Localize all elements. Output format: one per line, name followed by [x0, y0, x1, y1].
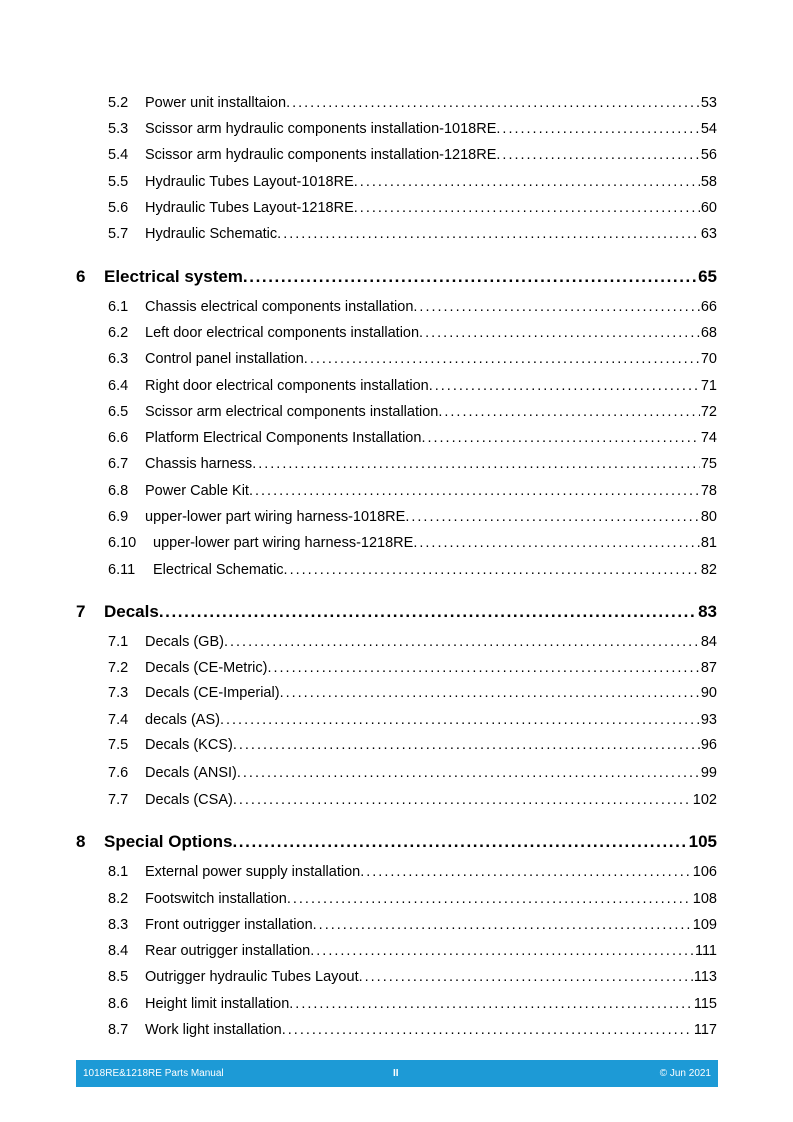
dot-leader [280, 680, 700, 706]
toc-entry-title[interactable]: Scissor arm electrical components installation [145, 404, 439, 420]
toc-entry-line [145, 221, 717, 247]
dot-leader [232, 828, 687, 856]
toc-entry-page: 78 [700, 483, 717, 499]
toc-entry-title[interactable]: Special Options [104, 832, 233, 851]
toc-entry-page: 54 [700, 121, 717, 137]
toc-entry-page: 102 [692, 792, 717, 808]
toc-entry-number: 7.1 [108, 634, 129, 650]
dot-leader [429, 373, 700, 399]
toc-entry-number: 6.2 [108, 325, 129, 341]
toc-entry-number: 8.1 [108, 864, 129, 880]
toc-entry-page: 105 [688, 832, 717, 851]
toc-entry-line [145, 142, 717, 168]
toc-entry-title[interactable]: Decals (GB) [145, 634, 224, 650]
toc-entry-page: 117 [693, 1022, 717, 1038]
toc-section-entry[interactable] [0, 451, 793, 477]
toc-entry-title[interactable]: Platform Electrical Components Installation [145, 430, 422, 446]
toc-section-entry[interactable] [0, 195, 793, 221]
toc-entry-page: 75 [700, 456, 717, 472]
toc-entry-page: 70 [700, 351, 717, 367]
toc-entry-line [145, 478, 717, 504]
toc-entry-number: 6.11 [108, 562, 136, 578]
toc-entry-page: 87 [700, 660, 717, 676]
toc-entry-page: 66 [700, 299, 717, 315]
toc-entry-number: 6.8 [108, 483, 129, 499]
toc-entry-title[interactable]: Chassis harness [145, 456, 253, 472]
toc-entry-number: 6.1 [108, 299, 129, 315]
toc-entry-line [145, 195, 717, 221]
toc-entry-number: 5.2 [108, 95, 129, 111]
toc-entry-line [145, 169, 717, 195]
toc-section-entry[interactable] [0, 504, 793, 530]
toc-entry-title[interactable]: Decals (CE-Imperial) [145, 685, 280, 701]
toc-entry-page: 108 [692, 891, 717, 907]
toc-section-entry[interactable] [0, 478, 793, 504]
toc-entry-number: 5.3 [108, 121, 129, 137]
toc-entry-page: 111 [694, 943, 717, 959]
toc-entry-number: 6.5 [108, 404, 129, 420]
dot-leader [405, 504, 700, 530]
toc-section-entry[interactable] [0, 557, 793, 583]
toc-entry-number: 6.6 [108, 430, 129, 446]
toc-entry-line [145, 116, 717, 142]
toc-entry-line [145, 425, 717, 451]
toc-entry-page: 60 [700, 200, 717, 216]
toc-entry-page: 74 [700, 430, 717, 446]
toc-section-entry[interactable] [0, 346, 793, 372]
dot-leader [224, 629, 700, 655]
dot-leader [304, 346, 700, 372]
toc-entry-line [145, 859, 717, 885]
dot-leader [354, 195, 700, 221]
dot-leader [413, 294, 699, 320]
toc-entry-title[interactable]: Outrigger hydraulic Tubes Layout [145, 969, 359, 985]
toc-entry-title[interactable]: Hydraulic Schematic [145, 226, 278, 242]
toc-section-entry[interactable] [0, 373, 793, 399]
toc-entry-number: 7.6 [108, 765, 129, 781]
toc-entry-title[interactable]: Right door electrical components installation [145, 378, 429, 394]
toc-entry-page: 106 [692, 864, 717, 880]
toc-entry-line [145, 346, 717, 372]
dot-leader [496, 116, 699, 142]
toc-section-entry[interactable] [0, 169, 793, 195]
toc-section-entry[interactable] [0, 991, 793, 1017]
toc-entry-number: 7.2 [108, 660, 129, 676]
toc-entry-line [145, 938, 717, 964]
toc-entry-page: 113 [693, 969, 717, 985]
toc-entry-line [145, 655, 717, 681]
toc-entry-number: 8.6 [108, 996, 129, 1012]
toc-entry-title[interactable]: Hydraulic Tubes Layout-1218RE [145, 200, 354, 216]
toc-entry-title[interactable]: Power Cable Kit [145, 483, 249, 499]
dot-leader [289, 991, 693, 1017]
toc-entry-number: 6 [76, 267, 86, 286]
toc-entry-number: 6.4 [108, 378, 129, 394]
toc-entry-title[interactable]: Work light installation [145, 1022, 282, 1038]
dot-leader [243, 263, 697, 291]
toc-entry-title[interactable]: Electrical Schematic [153, 562, 284, 578]
toc-entry-line [145, 629, 717, 655]
toc-section-entry[interactable] [0, 859, 793, 885]
toc-entry-number: 5.5 [108, 174, 129, 190]
toc-entry-line [145, 886, 717, 912]
toc-section-entry[interactable] [0, 680, 793, 706]
toc-section-entry[interactable] [0, 655, 793, 681]
toc-entry-page: 115 [693, 996, 717, 1012]
toc-entry-title[interactable]: Hydraulic Tubes Layout-1018RE [145, 174, 354, 190]
footer-date: © Jun 2021 [659, 1068, 711, 1079]
toc-entry-number: 6.10 [108, 535, 137, 551]
toc-entry-number: 7.4 [108, 712, 129, 728]
toc-section-entry[interactable] [0, 760, 793, 786]
toc-entry-title[interactable]: Control panel installation [145, 351, 304, 367]
toc-entry-line [145, 680, 717, 706]
toc-entry-line [104, 598, 717, 626]
toc-entry-number: 7.5 [108, 737, 129, 753]
toc-entry-title[interactable]: External power supply installation [145, 864, 361, 880]
toc-section-entry[interactable] [0, 787, 793, 813]
dot-leader [282, 1017, 693, 1043]
dot-leader [354, 169, 700, 195]
dot-leader [159, 598, 697, 626]
toc-section-entry[interactable] [0, 1017, 793, 1043]
toc-section-entry[interactable] [0, 320, 793, 346]
toc-entry-line [145, 787, 717, 813]
toc-entry-number: 5.7 [108, 226, 129, 242]
toc-entry-line [104, 828, 717, 856]
toc-entry-title[interactable]: Decals (CE-Metric) [145, 660, 268, 676]
toc-entry-number: 8.7 [108, 1022, 129, 1038]
toc-entry-title[interactable]: Decals (CSA) [145, 792, 233, 808]
toc-entry-title[interactable]: Chassis electrical components installation [145, 299, 414, 315]
toc-entry-line [153, 557, 717, 583]
toc-entry-page: 53 [700, 95, 717, 111]
toc-chapter-entry[interactable] [0, 598, 793, 624]
toc-entry-line [145, 991, 717, 1017]
toc-entry-line [153, 530, 717, 556]
toc-entry-number: 8.3 [108, 917, 129, 933]
toc-entry-number: 8.5 [108, 969, 129, 985]
toc-entry-title[interactable]: Power unit installtaion [145, 95, 287, 111]
toc-entry-title[interactable]: Scissor arm hydraulic components installation-1018RE [145, 121, 497, 137]
toc-entry-title[interactable]: Footswitch installation [145, 891, 287, 907]
toc-entry-title[interactable]: Left door electrical components installation [145, 325, 420, 341]
toc-entry-page: 56 [700, 147, 717, 163]
toc-entry-number: 5.4 [108, 147, 129, 163]
toc-entry-title[interactable]: Decals (ANSI) [145, 765, 237, 781]
toc-entry-number: 7.7 [108, 792, 129, 808]
dot-leader [310, 938, 694, 964]
toc-entry-line [145, 294, 717, 320]
toc-entry-line [145, 1017, 717, 1043]
toc-entry-page: 109 [692, 917, 717, 933]
dot-leader [252, 451, 700, 477]
toc-entry-title[interactable]: Electrical system [104, 267, 243, 286]
toc-entry-title[interactable]: Decals (KCS) [145, 737, 233, 753]
toc-entry-number: 8.2 [108, 891, 129, 907]
toc-chapter-entry[interactable] [0, 828, 793, 854]
toc-entry-page: 80 [700, 509, 717, 525]
toc-entry-title[interactable]: Rear outrigger installation [145, 943, 311, 959]
toc-entry-page: 96 [700, 737, 717, 753]
toc-entry-line [104, 263, 717, 291]
toc-entry-title[interactable]: Front outrigger installation [145, 917, 313, 933]
toc-entry-page: 58 [700, 174, 717, 190]
toc-section-entry[interactable] [0, 425, 793, 451]
toc-entry-line [145, 912, 717, 938]
toc-entry-title[interactable]: Height limit installation [145, 996, 290, 1012]
toc-entry-number: 6.3 [108, 351, 129, 367]
toc-section-entry[interactable] [0, 530, 793, 556]
toc-entry-number: 6.9 [108, 509, 129, 525]
toc-section-entry[interactable] [0, 294, 793, 320]
toc-section-entry[interactable] [0, 116, 793, 142]
toc-entry-page: 90 [700, 685, 717, 701]
dot-leader [249, 478, 700, 504]
toc-section-entry[interactable] [0, 90, 793, 116]
toc-entry-page: 81 [700, 535, 717, 551]
toc-entry-title[interactable]: upper-lower part wiring harness-1018RE [145, 509, 406, 525]
dot-leader [233, 732, 700, 758]
dot-leader [413, 530, 700, 556]
toc-entry-number: 8.4 [108, 943, 129, 959]
footer-manual-title: 1018RE&1218RE Parts Manual [83, 1068, 224, 1079]
toc-entry-page: 83 [698, 602, 717, 621]
toc-section-entry[interactable] [0, 964, 793, 990]
dot-leader [220, 707, 700, 733]
toc-entry-line [145, 964, 717, 990]
toc-entry-title[interactable]: upper-lower part wiring harness-1218RE [153, 535, 414, 551]
page-footer [76, 1060, 718, 1087]
dot-leader [359, 964, 693, 990]
toc-section-entry[interactable] [0, 399, 793, 425]
dot-leader [286, 90, 700, 116]
toc-entry-title[interactable]: Scissor arm hydraulic components installation-1218RE [145, 147, 497, 163]
toc-section-entry[interactable] [0, 629, 793, 655]
toc-entry-page: 71 [700, 378, 717, 394]
toc-entry-line [145, 320, 717, 346]
dot-leader [284, 557, 700, 583]
toc-entry-page: 72 [700, 404, 717, 420]
toc-section-entry[interactable] [0, 221, 793, 247]
dot-leader [496, 142, 699, 168]
toc-section-entry[interactable] [0, 912, 793, 938]
dot-leader [233, 787, 692, 813]
toc-entry-page: 68 [700, 325, 717, 341]
dot-leader [313, 912, 692, 938]
dot-leader [438, 399, 700, 425]
dot-leader [237, 760, 700, 786]
dot-leader [267, 655, 699, 681]
toc-entry-line [145, 760, 717, 786]
dot-leader [421, 425, 699, 451]
dot-leader [360, 859, 692, 885]
toc-entry-title[interactable]: Decals [104, 602, 159, 621]
toc-entry-number: 6.7 [108, 456, 129, 472]
toc-entry-number: 8 [76, 832, 86, 851]
toc-entry-title[interactable]: decals (AS) [145, 712, 220, 728]
toc-section-entry[interactable] [0, 732, 793, 758]
toc-section-entry[interactable] [0, 707, 793, 733]
toc-entry-page: 84 [700, 634, 717, 650]
toc-section-entry[interactable] [0, 886, 793, 912]
toc-entry-page: 99 [700, 765, 717, 781]
toc-section-entry[interactable] [0, 142, 793, 168]
toc-entry-line [145, 90, 717, 116]
toc-entry-page: 65 [698, 267, 717, 286]
footer-page-number: II [393, 1068, 399, 1079]
toc-entry-line [145, 732, 717, 758]
toc-entry-page: 82 [700, 562, 717, 578]
toc-entry-number: 7.3 [108, 685, 129, 701]
toc-entry-number: 7 [76, 602, 86, 621]
toc-section-entry[interactable] [0, 938, 793, 964]
toc-entry-page: 63 [700, 226, 717, 242]
toc-chapter-entry[interactable] [0, 263, 793, 289]
dot-leader [277, 221, 700, 247]
toc-entry-line [145, 504, 717, 530]
toc-entry-page: 93 [700, 712, 717, 728]
toc-entry-number: 5.6 [108, 200, 129, 216]
toc-entry-line [145, 399, 717, 425]
toc-entry-line [145, 451, 717, 477]
dot-leader [287, 886, 692, 912]
toc-entry-line [145, 373, 717, 399]
dot-leader [419, 320, 700, 346]
toc-entry-line [145, 707, 717, 733]
